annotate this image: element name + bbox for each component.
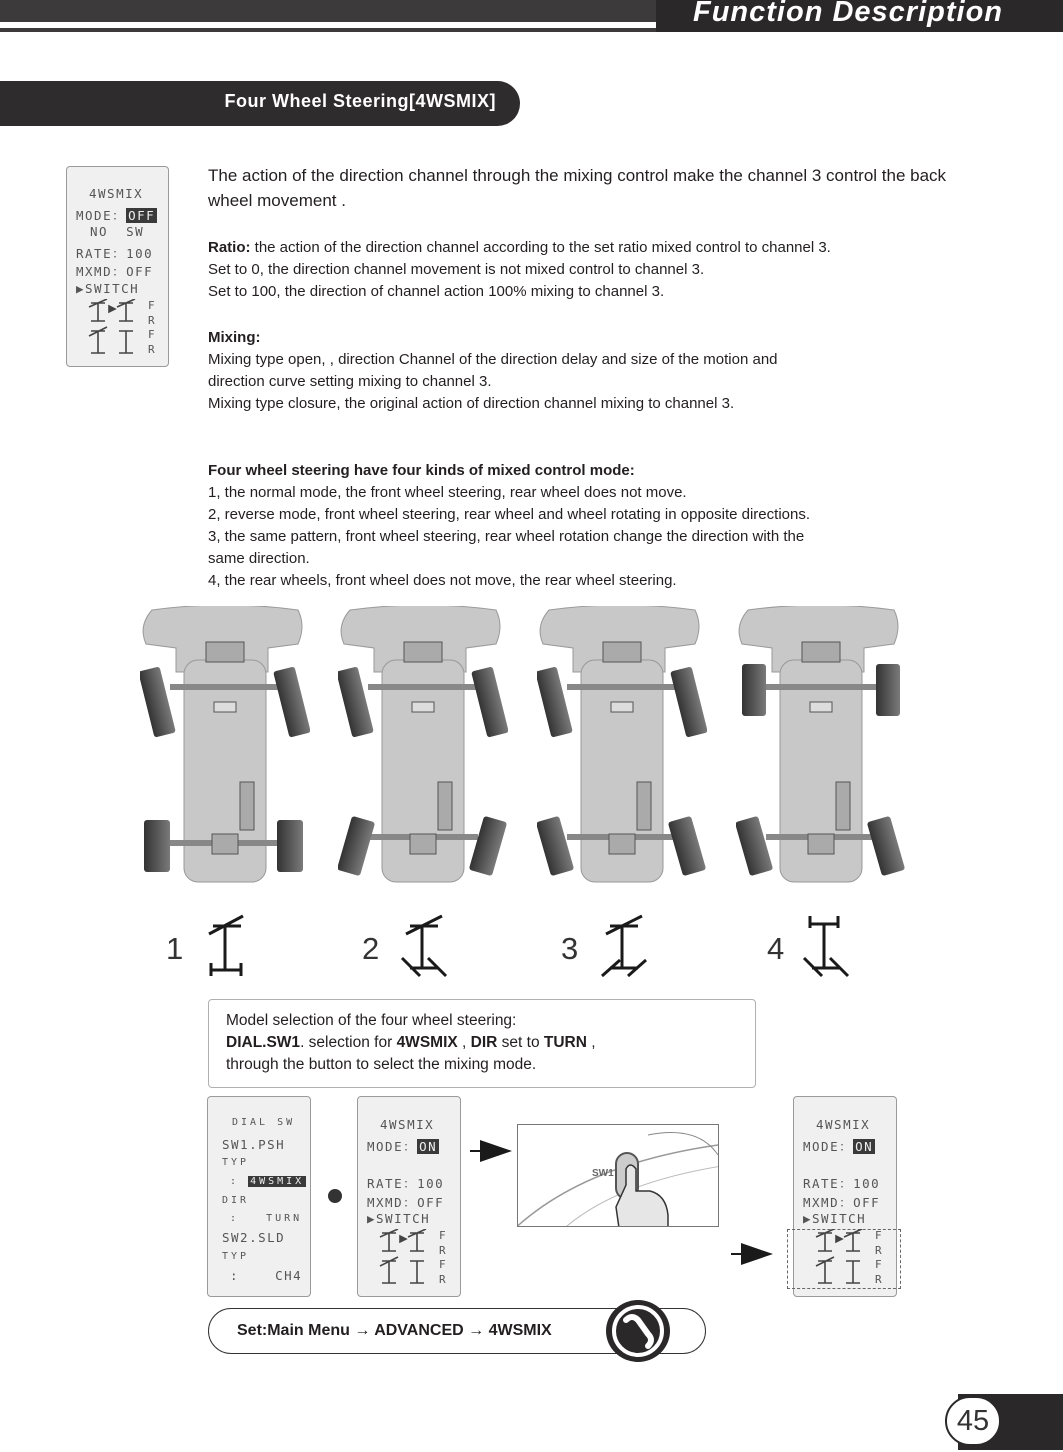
intro-text: The action of the direction channel through the mixing control make the channel 3 control the back wheel movement . [208,166,947,210]
lcd-result-rate-row: RATE：100 [803,1176,881,1191]
steer-glyph-2 [398,914,450,978]
lcd-4wsmix-on [357,1096,461,1297]
header-title-block [656,0,1063,32]
page-title: Function Description [693,0,1003,28]
modes-heading: Four wheel steering have four kinds of mixed control mode: [208,462,635,479]
lcd-title: 4WSMIX [89,186,144,201]
mode-number-2: 2 [362,931,380,966]
note-line-2: DIAL.SW1. selection for 4WSMIX , DIR set to TURN , [226,1034,596,1051]
lcd-dial-row-7: TYP [222,1251,250,1262]
lcd-4wsmix-off [66,166,169,367]
chassis-mode-3 [537,606,707,886]
lcd-side-letters: F R F R [148,299,157,356]
lcd-result-side-letters: F R F R [875,1229,884,1286]
selection-note [208,999,756,1088]
lcd-on-mode-row: MODE： ON [367,1139,438,1154]
mode-number-4: 4 [767,931,785,966]
steer-glyph-3 [598,914,650,978]
bullet-dot [328,1189,342,1203]
chassis-mode-2 [338,606,508,886]
lcd-dial-row-5: : TURN [230,1213,303,1224]
lcd-on-switch-row: ▶SWITCH [367,1211,431,1226]
ratio-block [208,237,1008,303]
sw1-label: SW1 [592,1168,614,1179]
lcd-mode-label: MODE： [76,208,127,223]
wrench-icon [606,1300,670,1362]
lcd-mxmd-row: MXMD：OFF [76,264,154,279]
lcd-mode-row [76,206,157,224]
ratio-line-2: Set to 0, the direction channel movement is not mixed control to channel 3. [208,261,705,278]
arrow-right-icon [741,1243,773,1265]
header-rule [0,28,656,32]
lcd-dial-sw [207,1096,311,1297]
lcd-sw-row: NO SW [90,224,145,239]
steer-glyph-4 [800,914,852,978]
lcd-result-switch-row: ▶SWITCH [803,1211,867,1226]
ratio-line-3: Set to 100, the direction of channel action 100% mixing to channel 3. [208,283,665,300]
section-tab [0,81,520,126]
lcd-rate-row: RATE：100 [76,246,154,261]
lcd-dial-row-1: SW1.PSH [222,1137,286,1152]
mode-number-3: 3 [561,931,579,966]
chassis-mode-1 [140,606,310,886]
page-number: 45 [945,1396,1001,1446]
menu-path-text: Set:Main Menu → ADVANCED → 4WSMIX [237,1322,552,1339]
modes-block [208,460,1008,592]
steering-mode-icon [87,299,147,357]
ratio-heading: Ratio: [208,239,251,256]
lcd-dial-row-8: : CH4 [230,1268,303,1283]
lcd-dial-row-4: DIR [222,1195,250,1206]
lcd-mode-value: OFF [128,208,156,223]
finger-press-icon [518,1125,719,1227]
lcd-switch-row: ▶SWITCH [76,281,140,296]
lcd-4wsmix-on-result [793,1096,897,1297]
modes-line-5: 4, the rear wheels, front wheel does not move, the rear wheel steering. [208,572,677,589]
lcd-result-mxmd-row: MXMD：OFF [803,1195,881,1210]
lcd-dial-title: DIAL SW [232,1117,296,1128]
lcd-on-title: 4WSMIX [380,1117,435,1132]
lcd-on-mxmd-row: MXMD：OFF [367,1195,445,1210]
steering-mode-icon [814,1229,874,1287]
steering-mode-icon [378,1229,438,1287]
modes-line-1: 1, the normal mode, the front wheel steering, rear wheel does not move. [208,484,687,501]
mixing-line-2: direction curve setting mixing to channel 3. [208,373,492,390]
lcd-dial-row-6: SW2.SLD [222,1230,286,1245]
mixing-heading: Mixing: [208,329,261,346]
header-bar [0,0,656,22]
mode-number-1: 1 [166,931,184,966]
lcd-result-title: 4WSMIX [816,1117,871,1132]
lcd-on-side-letters: F R F R [439,1229,448,1286]
modes-line-2: 2, reverse mode, front wheel steering, rear wheel and wheel rotating in opposite directions. [208,506,810,523]
steer-glyph-1 [203,914,251,978]
lcd-dial-row-2: TYP [222,1157,250,1168]
arrow-right-icon [480,1140,512,1162]
note-line-3: through the button to select the mixing mode. [226,1056,537,1073]
note-line-1: Model selection of the four wheel steering: [226,1012,517,1029]
lcd-switch-label: SWITCH [85,281,140,296]
modes-line-3: 3, the same pattern, front wheel steering, rear wheel rotation change the direction with the [208,528,805,545]
transmitter-sw1-illustration [517,1124,719,1227]
section-title: Four Wheel Steering[4WSMIX] [224,91,496,111]
modes-line-4: same direction. [208,550,310,567]
lcd-dial-row-3: : 4WSMIX [230,1176,305,1187]
mixing-line-1: Mixing type open, , direction Channel of the direction delay and size of the motion and [208,351,778,368]
mixing-block [208,327,1008,415]
chassis-mode-4 [736,606,906,886]
ratio-line-1: the action of the direction channel according to the set ratio mixed control to channel 3. [250,239,831,256]
lcd-on-rate-row: RATE：100 [367,1176,445,1191]
lcd-result-mode-row: MODE： ON [803,1139,874,1154]
mixing-line-3: Mixing type closure, the original action of direction channel mixing to channel 3. [208,395,735,412]
